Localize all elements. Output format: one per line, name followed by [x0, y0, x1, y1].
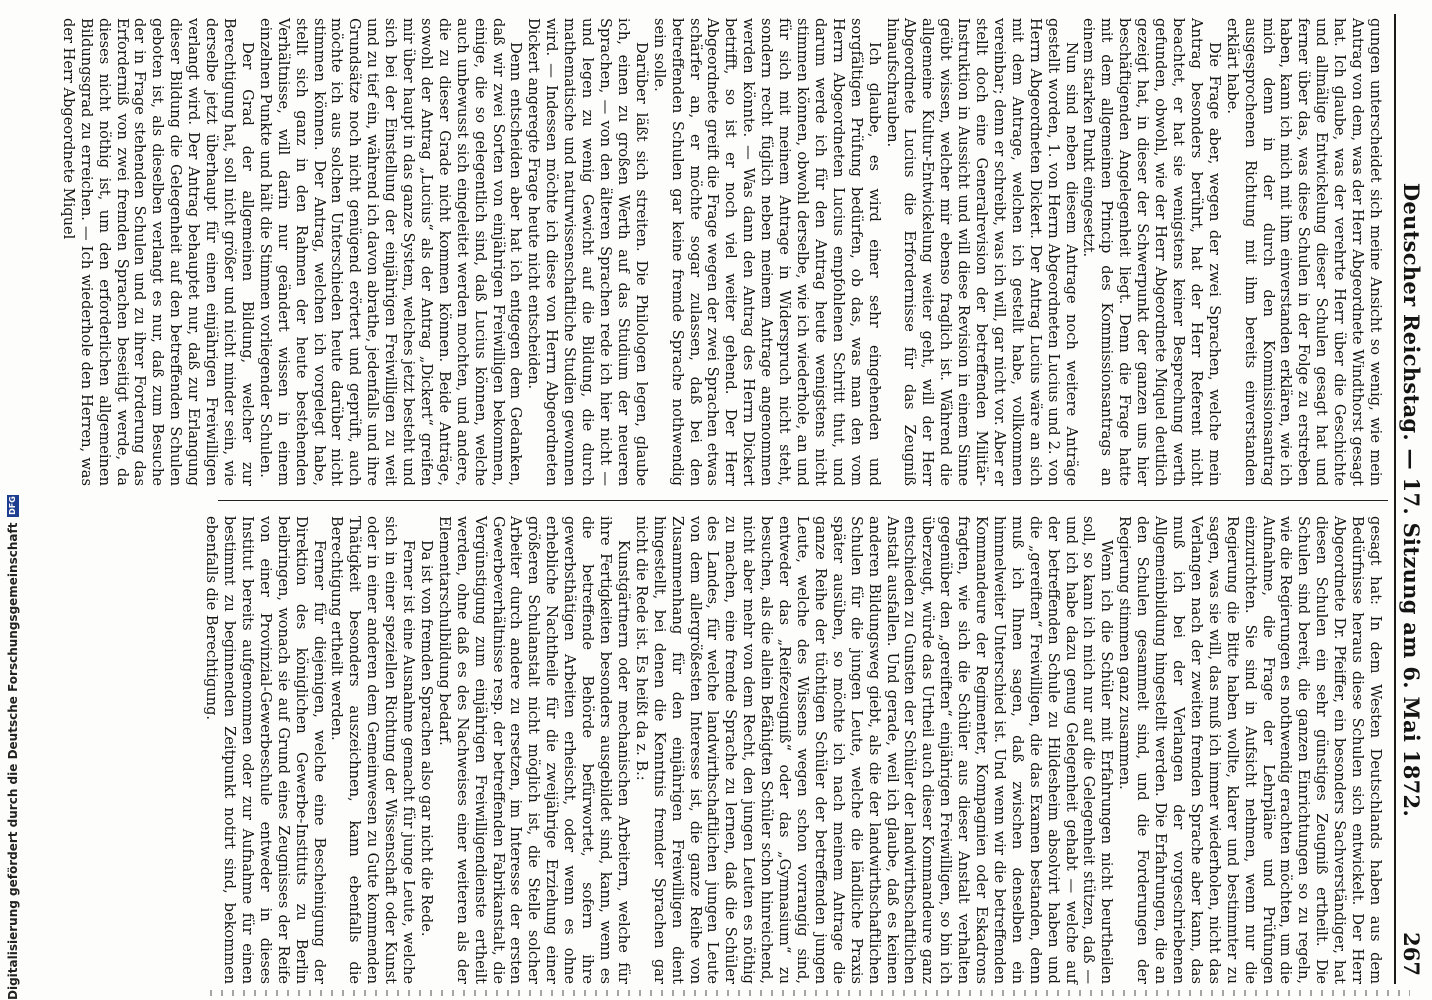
paragraph: Ferner für diejenigen, welche eine Bescheinigung der Direktion des königlichen Gewerbe-Instituts zu Berlin beibringen, wonach sie auf Grund eines Zeugnisses der Reife von einer Provinzial-Gewerbeschule entweder in dieses Institut bereits aufgenommen oder zur Aufnahme für einen bestimmt zu beginnenden Zeitpunkt notirt sind, bekommen ebenfalls die Berechtigung.	[203, 516, 328, 984]
paragraph: Nun sind neben diesem Antrage noch weitere Anträge gestellt worden, 1. von Herrn Abgeordneten Lucius und 2. von Herrn Abgeordneten Dickert. Der Antrag Lucius wäre an sich mit dem Antrage, welchen ich gestellt habe, vollkommen vereinbar; denn er schreibt, was ich will, gar nicht vor. Aber er stellt doch eine Generalrevision der betreffenden Militär-Instruktion in Aussicht und will diese Revision in einem Sinne geübt wissen, welcher mir ebenso fraglich ist. Während die allgemeine Kultur-Entwickelung weiter geht, will der Herr Abgeordnete Lucius die Erfordernisse für das Zeugniß hinaufschrauben.	[883, 18, 1080, 486]
page-number: 267	[1399, 932, 1424, 976]
column-divider	[218, 500, 1388, 501]
paragraph: Darüber läßt sich streiten. Die Philologen legen, glaube ich, einen zu großen Werth auf das Studium der neueren Sprachen, — von den älteren Sprachen rede ich hier nicht — und legen zu wenig Gewicht auf die Bildung, die durch mathematische und naturwissenschaftliche Studien gewonnen wird. — Indessen möchte ich diese von Herrn Abgeordneten Dickert angeregte Frage heute nicht entscheiden.	[525, 18, 650, 486]
paragraph: Ferner ist eine Ausnahme gemacht für junge Leute, welche sich in einer speziellen Richtung der Wissenschaft oder Kunst oder in einer anderen dem Gemeinwesen zu Gute kommenden Thätigkeit besonders auszeichnen, kann ebenfalls die Berechtigung ertheilt werden.	[328, 516, 418, 984]
paragraph: Da ist von fremden Sprachen also gar nicht die Rede.	[417, 540, 435, 937]
paragraph: Denn entscheiden aber hat ich entgegen dem Gedanken, daß wir zwei Sorten von einjährigen Freiwilligen bekommen, einige, die so gelegentlich sind, daß Lucius können, welche auch unbewusst sich eingeleitet werden mochten, und andere, die zu dieser Grade nicht kommen können. Beide Anträge, sowohl der Antrag „Lucius“ als der Antrag „Dickert“ greifen mir über haupt in das ganze System, welches jetzt besteht und sich bei der Einstellung der einjährigen Freiwilligen zu weit und zu tief ein, während ich davon abrathe, jedenfalls und ihre Grundsätze noch nicht genügend erörtert und geprüft, auch möchte ich aus solchen Unterschieden heute darüber nicht stimmen können. Der Antrag, welchen ich vorgelegt habe, stellt sich ganz in den Rahmen der heute bestehenden Verhältnisse, will darin nur geändert wissen in einem einzelnen Punkte und hält die Stimmen vorliegender Schulen.	[256, 18, 525, 486]
paragraph: gungen unterscheidet sich meine Ansicht so wenig, wie mein Antrag von dem, was der Herr Abgeordnete Windthorst gesagt hat. Ich glaube, was der verehrte Herr über die Geschichte und allmälige Entwickelung dieser Schulen gesagt hat und ferner über das, was diese Schulen in der Folge zu erstreben haben, kann ich mich mit ihm einverstanden erklären, wie ich mich denn in der durch den Kommissionsantrag ausgesprochenen Richtung mit ihm bereits einverstanden erklärt habe.	[1223, 18, 1384, 486]
paragraph: Die Frage aber, wegen der zwei Sprachen, welche mein Antrag besonders berührt, hat der Herr Referent nicht beachtet, er hat sie wenigstens keiner Besprechung werth gefunden, obwohl, wie der Herr Abgeordnete Miquel deutlich gezeigt hat, in dieser der Schwerpunkt der ganzen uns hier beschäftigenden Angelegenheit liegt. Denn die Frage hatte mit dem allgemeinen Princip des Kommissionsantrags an einem starken Punkt eingesetzt.	[1080, 18, 1223, 486]
paragraph: Der Grad der allgemeinen Bildung, welcher zur Berechtigung hat, soll nicht größer und nicht minder sein, wie derselbe jetzt überhaupt für einen einjährigen Freiwilligen verlangt wird. Der Antrag behauptet nur, daß zur Erlangung dieser Bildung die Gelegenheit auf den betreffenden Schulen geboten ist, als dieselben verlangt es nur, daß zum Besuche der in Frage stehenden Schulen und zu ihrer Forderung das Erforderniß von zwei fremden Sprachen beseitigt werde, da dieses nicht nöthig ist, um den erforderlichen allgemeinen Bildungsgrad zu erreichen. — Ich wiederhole den Herren, was der Herr Abgeordnete Miquel	[59, 18, 256, 486]
running-head: Deutscher Reichstag. — 17. Sitzung am 6. Mai 1872.	[1399, 182, 1424, 818]
header-rule	[1394, 14, 1396, 984]
digitization-credit	[2, 0, 24, 1000]
text-column-right	[203, 516, 1384, 984]
scan-edge-dots	[210, 990, 1410, 996]
text-column-left	[59, 18, 1384, 486]
credit-text: Digitalisierung gefördert durch die Deutsche Forschungsgemeinschaft	[6, 522, 20, 1000]
paragraph: gesagt hat: In dem Westen Deutschlands haben aus dem Bedürfnisse heraus diese Schulen sich entwickelt. Der Herr Abgeordnete Dr. Pfeiffer, ein besonders Sachverständiger, hat diesen Schulen ein sehr günstiges Zeugniß ertheilt. Die Schulen sind bereit, die ganzen Einrichtungen so zu regeln, wie die Regierungen es nothwendig erachten möchten, um die Aufnahme, die Frage der Lehrpläne und Prüfungen einzurichten. Sie sind in Aufsicht nehmen, wenn nur die Regierung die Bitte haben wollte, klarer und bestimmter zu sagen, was sie will, das muß ich immer wiederholen, nicht das Verlangen nach der zweiten fremden Sprache aber kann, das muß ich bei der Verlangen der vorgeschriebenen Allgemeinbildung hingestellt werden. Die Erfahrungen, die an den Schulen gesammelt sind, und die Forderungen der Regierung stimmen ganz zusammen.	[1116, 516, 1384, 984]
paragraph: Kunstgärtnern oder mechanischen Arbeitern, welche für ihre Fertigkeiten besonders ausgebildet sind, kann, wenn es die betreffende Behörde befürwortet, sofern ihre gewerbsthätigen Arbeiten erheischt, oder wenn es ohne erhebliche Nachtheile für die zweijährige Erziehung einer größeren Schulanstalt nicht möglich ist, die Stelle solcher Arbeiter durch andere zu ersetzen, im Interesse der ersten Gewerbeverhältnisse resp. der betreffenden Fabrikanstalt, die Vergünstigung zum einjährigen Freiwilligendienste ertheilt werden, ohne daß es des Nachweises einer weiteren als der Elementarschulbildung bedarf.	[435, 516, 632, 984]
paragraph: Wenn ich die Schüler mit Erfahrungen nicht beurtheilen soll, so kann ich mich nur auf die Gelegenheit stützen, daß — und ich habe dazu genug Gelegenheit gehabt — welche auf der betreffenden Schule zu Hildesheim absolvirt haben und die „gereiften“ Freiwilligen, die das Examen bestanden, denn muß ich Ihnen sagen, daß zwischen denselben ein himmelweiter Unterschied ist. Und wenn wir die betreffenden Kommandeure der Regimenter, Kompagnien oder Eskadrons fragten, wie sich die Schüler aus dieser Anstalt verhalten gegenüber den „gereiften“ einjährigen Freiwilligen, so bin ich überzeugt, würde das Urtheil auch dieser Kommandeure ganz entschieden zu Gunsten der Schüler der landwirthschaftlichen Anstalt ausfallen. Und gerade, weil ich glaube, daß es keinen anderen Bildungsweg giebt, als die der landwirthschaftlichen Schulen für die jungen Leute, welche die ländliche Praxis später ausüben, so möchte ich nach meinem Antrage die ganze Reihe der tüchtigen Schüler der betreffenden jungen Leute, welche des Wissens wegen schon vorrangig sind, entweder das „Reifezeugniß“ oder das „Gymnasium“ zu besuchen, als die allein Befähigten Schüler schon hinreichend, nicht aber mehr von dem Recht, den jungen Leuten es nöthig zu machen, eine fremde Sprache zu lernen, daß die Schüler des Landes, für welche landwirthschaftlichen jungen Leute von dem allergrößesten Interesse ist, die ganze Reihe von Zusammenhang für den einjährigen Freiwilligen dient hingestellt, bei denen die Kenntnis fremder Sprachen gar nicht die Rede ist. Es heißt da z. B.:	[632, 516, 1116, 984]
dfg-logo: DFG	[8, 496, 17, 515]
paragraph: Ich glaube, es wird einer sehr eingehenden und sorgfältigen Prüfung bedürfen, ob das, was man den vom Herrn Abgeordneten Lucius empfohlenen Schritt thut, und darum werde ich für den Antrag heute wenigstens nicht stimmen können, obwohl derselbe, wie ich wiederhole, an und für sich mit meinem Antrage in Widerspruch nicht steht, sondern recht füglich neben meinem Antrage angenommen werden könnte. — Was dann den Antrag des Herrn Dickert betrifft, so ist er noch viel weiter gehend. Der Herr Abgeordnete greift die Frage wegen der zwei Sprachen etwas schärfer an, er möchte sogar zulassen, daß bei den betreffenden Schulen gar keine fremde Sprache nothwendig sein solle.	[650, 18, 883, 486]
